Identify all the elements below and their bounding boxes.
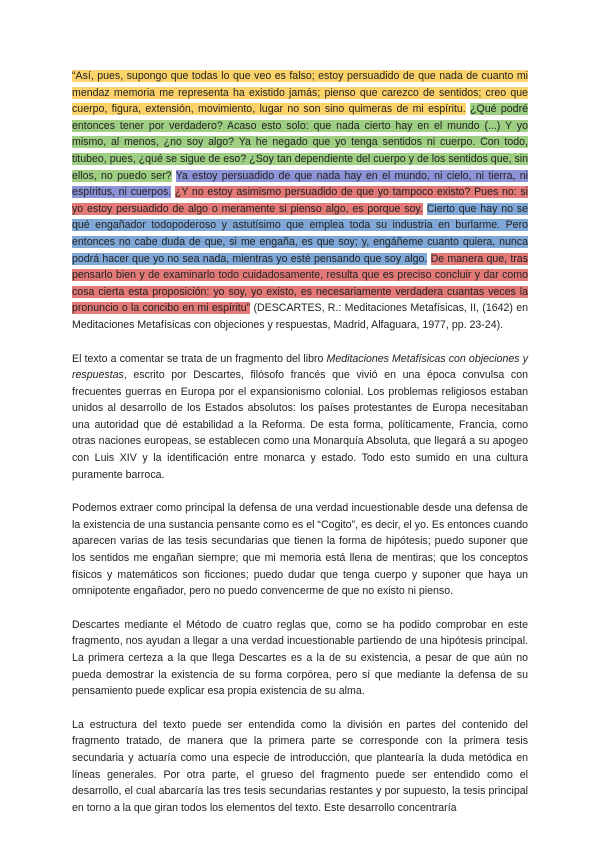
quote-segment-red-2: De manera que, tras pensarlo bien y de examinarlo todo cuidadosamente, resulta que es preciso concluir y dar como cosa cierta esta proposición: yo soy, yo existo, es necesariamente verdadera cuantas veces la pronuncio o la concibo en mi espíritu”	[72, 252, 528, 315]
highlighted-quote	[72, 68, 528, 334]
paragraph-structure: La estructura del texto puede ser entendida como la división en partes del contenido del fragmento tratado, de manera que la primera parte se corresponde con la primera tesis secundaria y actuaría como una especie de introducción, que plantearía la duda metódica en líneas generales. Por otra parte, el grueso del fragmento puede ser entendido como el desarrollo, el cual abarcaría las tres tesis secundarias restantes y por supuesto, la tesis principal en torno a la que giran todos los elementos del texto. Este desarrollo concentraría	[72, 718, 528, 814]
intro-text-before: El texto a comentar se trata de un fragmento del libro	[72, 352, 327, 365]
paragraph-method: Descartes mediante el Método de cuatro reglas que, como se ha podido comprobar en este fragmento, nos ayudan a llegar a una verdad incuestionable partiendo de una hipótesis principal. La primera certeza a la que llega Descartes es a la de su existencia, a pesar de que aún no pueda demostrar la existencia de su forma corpórea, pero sí que mediante la defensa de su pensamiento puede explicar esa propia existencia de su alma.	[72, 618, 528, 698]
quote-segment-blue: Cierto que hay no se qué engañador todopoderoso y astutísimo que emplea toda su industria en burlarme. Pero entonces no cabe duda de que, si me engaña, es que soy; y, engáñeme cuanto quiera, nunca podrá hacer que yo no sea nada, mientras yo esté pensando que soy algo.	[72, 202, 528, 265]
quote-citation: (DESCARTES, R.: Meditaciones Metafísicas, II, (1642) en Meditaciones Metafísicas con objeciones y respuestas, Madrid, Alfaguara, 1977, pp. 23-24).	[72, 302, 528, 331]
quote-segment-yellow: “Así, pues, supongo que todas lo que veo es falso; estoy persuadido de que nada de cuanto mi mendaz memoria me representa ha existido jamás; pienso que carezco de sentidos; creo que cuerpo, figura, extensión, movimiento, lugar no son sino quimeras de mi espíritu.	[72, 70, 528, 116]
paragraph-thesis: Podemos extraer como principal la defensa de una verdad incuestionable desde una defensa de la existencia de una sustancia pensante como es el “Cogito”, es decir, el yo. Es entonces cuando aparecen varias de las tesis secundarias que tienen la forma de hipótesis; puedo suponer que los sentidos me engañan siempre; que mi memoria está llena de mentiras; que los conceptos físicos y matemáticos son ficciones; puedo dudar que tenga cuerpo y suponer que haya un omnipotente engañador, pero no puedo convencerme de que no existo ni pienso.	[72, 502, 528, 598]
quote-segment-red-1: ¿Y no estoy asimismo persuadido de que yo tampoco existo? Pues no: si yo estoy persuadido de algo o meramente si pienso algo, es porque soy.	[72, 186, 528, 215]
intro-paragraph	[72, 351, 528, 484]
document-body	[72, 68, 528, 833]
book-title: Meditaciones Metafísicas con objeciones y respuestas	[72, 352, 528, 382]
quote-segment-purple: Ya estoy persuadido de que nada hay en el mundo, ni cielo, ni tierra, ni espíritus, ni cuerpos.	[72, 169, 528, 199]
quote-segment-green: ¿Qué podré entonces tener por verdadero? Acaso esto solo: que nada cierto hay en el mundo (...) Y yo mismo, al menos, ¿no soy algo? Ya he negado que yo tenga sentidos ni cuerpo. Con todo, titubeo, pues, ¿qué se sigue de eso? ¿Soy tan dependiente del cuerpo y de los sentidos que, sin ellos, no puedo ser?	[72, 103, 528, 182]
intro-text-after: , escrito por Descartes, filósofo francés que vivió en una época convulsa con frecuentes guerras en Europa por el expansionismo colonial. Los problemas religiosos estaban unidos al desarrollo de los Estados absolutos: los países protestantes de Europa necesitaban una autoridad que dé estabilidad a la Reforma. De esta forma, políticamente, Francia, como otras naciones europeas, se establecen como una Monarquía Absoluta, que llegará a su apogeo con Luis XIV y la identificación entre monarca y estado. Todo esto sumido en una cultura puramente barroca.	[72, 369, 528, 481]
